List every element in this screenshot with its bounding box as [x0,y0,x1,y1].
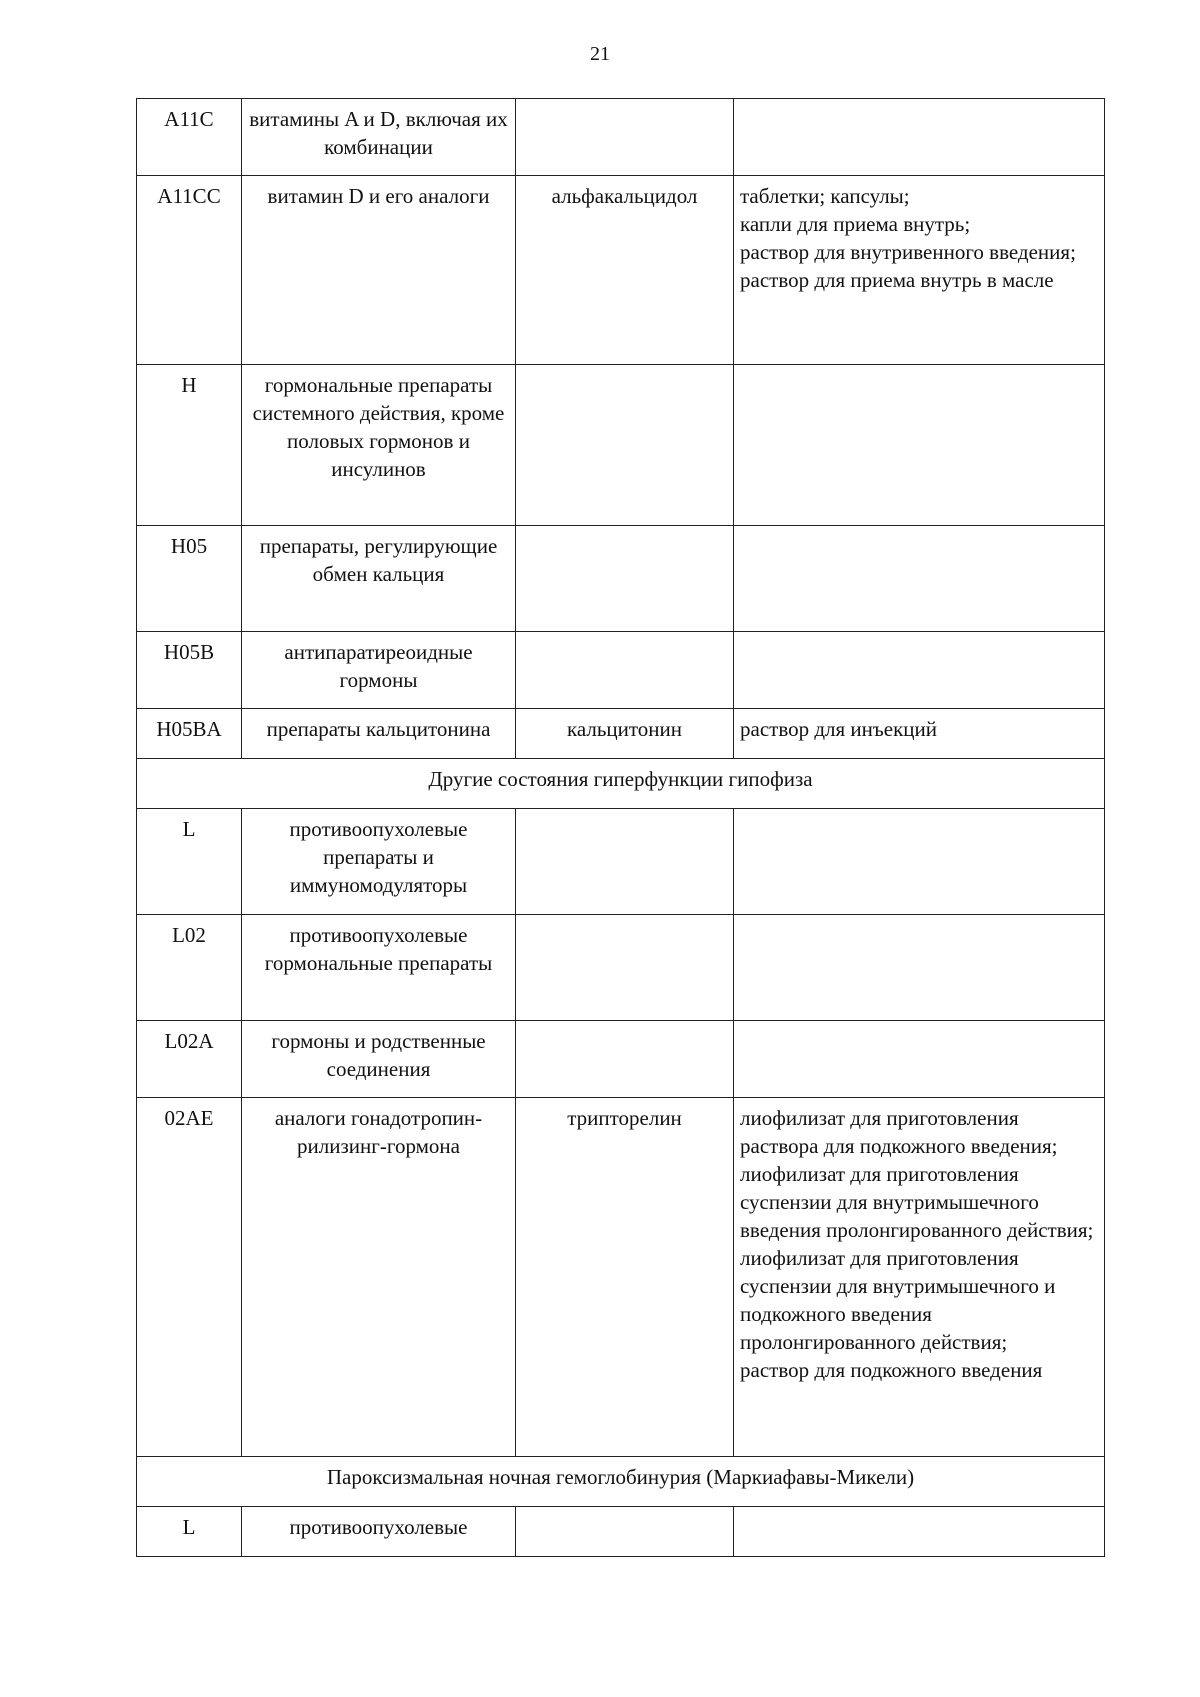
drug-name-cell: трипторелин [516,1098,734,1457]
table-row [137,99,1105,176]
dosage-form-cell [734,526,1105,632]
atc-code-cell: L02 [137,915,242,1021]
table-row [137,176,1105,365]
table-row [137,1021,1105,1098]
table-row [137,1507,1105,1557]
dosage-form-cell [734,99,1105,176]
drug-name-cell: кальцитонин [516,709,734,759]
dosage-form-line: лиофилизат для приготовления раствора для подкожного введения; [740,1106,1058,1158]
anatomical-group-cell: противоопухолевые [242,1507,516,1557]
anatomical-group-cell: витамины A и D, включая их комбинации [242,99,516,176]
dosage-form-cell [734,365,1105,526]
section-row [137,759,1105,809]
anatomical-group-cell: противоопухолевые гормональные препараты [242,915,516,1021]
drug-table-body [137,99,1105,1557]
anatomical-group-cell: витамин D и его аналоги [242,176,516,365]
dosage-form-line: лиофилизат для приготовления суспензии для внутримышечного введения пролонгированного действия; [740,1162,1094,1242]
anatomical-group-cell: препараты, регулирующие обмен кальция [242,526,516,632]
section-heading: Пароксизмальная ночная гемоглобинурия (Маркиафавы-Микели) [137,1457,1105,1507]
dosage-form-line: таблетки; капсулы; [740,184,910,208]
anatomical-group-cell: противоопухолевые препараты и иммуномодуляторы [242,809,516,915]
atc-code-cell: A11C [137,99,242,176]
section-row [137,1457,1105,1507]
drug-name-cell [516,915,734,1021]
dosage-form-cell [734,632,1105,709]
table-row [137,526,1105,632]
table-row [137,915,1105,1021]
dosage-form-cell [734,709,1105,759]
table-row [137,365,1105,526]
drug-name-cell [516,809,734,915]
section-heading: Другие состояния гиперфункции гипофиза [137,759,1105,809]
table-row [137,709,1105,759]
atc-code-cell: H [137,365,242,526]
dosage-form-cell [734,1021,1105,1098]
anatomical-group-cell: антипаратиреоидные гормоны [242,632,516,709]
atc-code-cell: L [137,1507,242,1557]
dosage-form-line: раствор для подкожного введения [740,1358,1043,1382]
anatomical-group-cell: гормоны и родственные соединения [242,1021,516,1098]
drug-name-cell [516,1021,734,1098]
dosage-form-line: раствор для инъекций [740,717,937,741]
drug-name-cell [516,99,734,176]
dosage-form-cell [734,1098,1105,1457]
anatomical-group-cell: препараты кальцитонина [242,709,516,759]
atc-code-cell: L02A [137,1021,242,1098]
dosage-form-line: раствор для внутривенного введения; [740,240,1076,264]
dosage-form-line: капли для приема внутрь; [740,212,971,236]
dosage-form-cell [734,809,1105,915]
dosage-form-line: раствор для приема внутрь в масле [740,268,1054,292]
atc-code-cell: 02AE [137,1098,242,1457]
table-row [137,809,1105,915]
dosage-form-cell [734,915,1105,1021]
drug-name-cell [516,526,734,632]
dosage-form-cell [734,1507,1105,1557]
atc-code-cell: H05B [137,632,242,709]
anatomical-group-cell: аналоги гонадотропин-рилизинг-гормона [242,1098,516,1457]
dosage-form-cell [734,176,1105,365]
drug-name-cell: альфакальцидол [516,176,734,365]
drug-name-cell [516,632,734,709]
atc-code-cell: L [137,809,242,915]
atc-code-cell: A11CC [137,176,242,365]
atc-code-cell: H05 [137,526,242,632]
table-row [137,1098,1105,1457]
page-number: 21 [590,43,610,65]
atc-code-cell: H05BA [137,709,242,759]
drug-name-cell [516,365,734,526]
table-row [137,632,1105,709]
anatomical-group-cell: гормональные препараты системного действия, кроме половых гормонов и инсулинов [242,365,516,526]
drug-table [136,98,1105,1557]
dosage-form-line: лиофилизат для приготовления суспензии для внутримышечного и подкожного введения пролонгированного действия; [740,1246,1056,1354]
drug-name-cell [516,1507,734,1557]
